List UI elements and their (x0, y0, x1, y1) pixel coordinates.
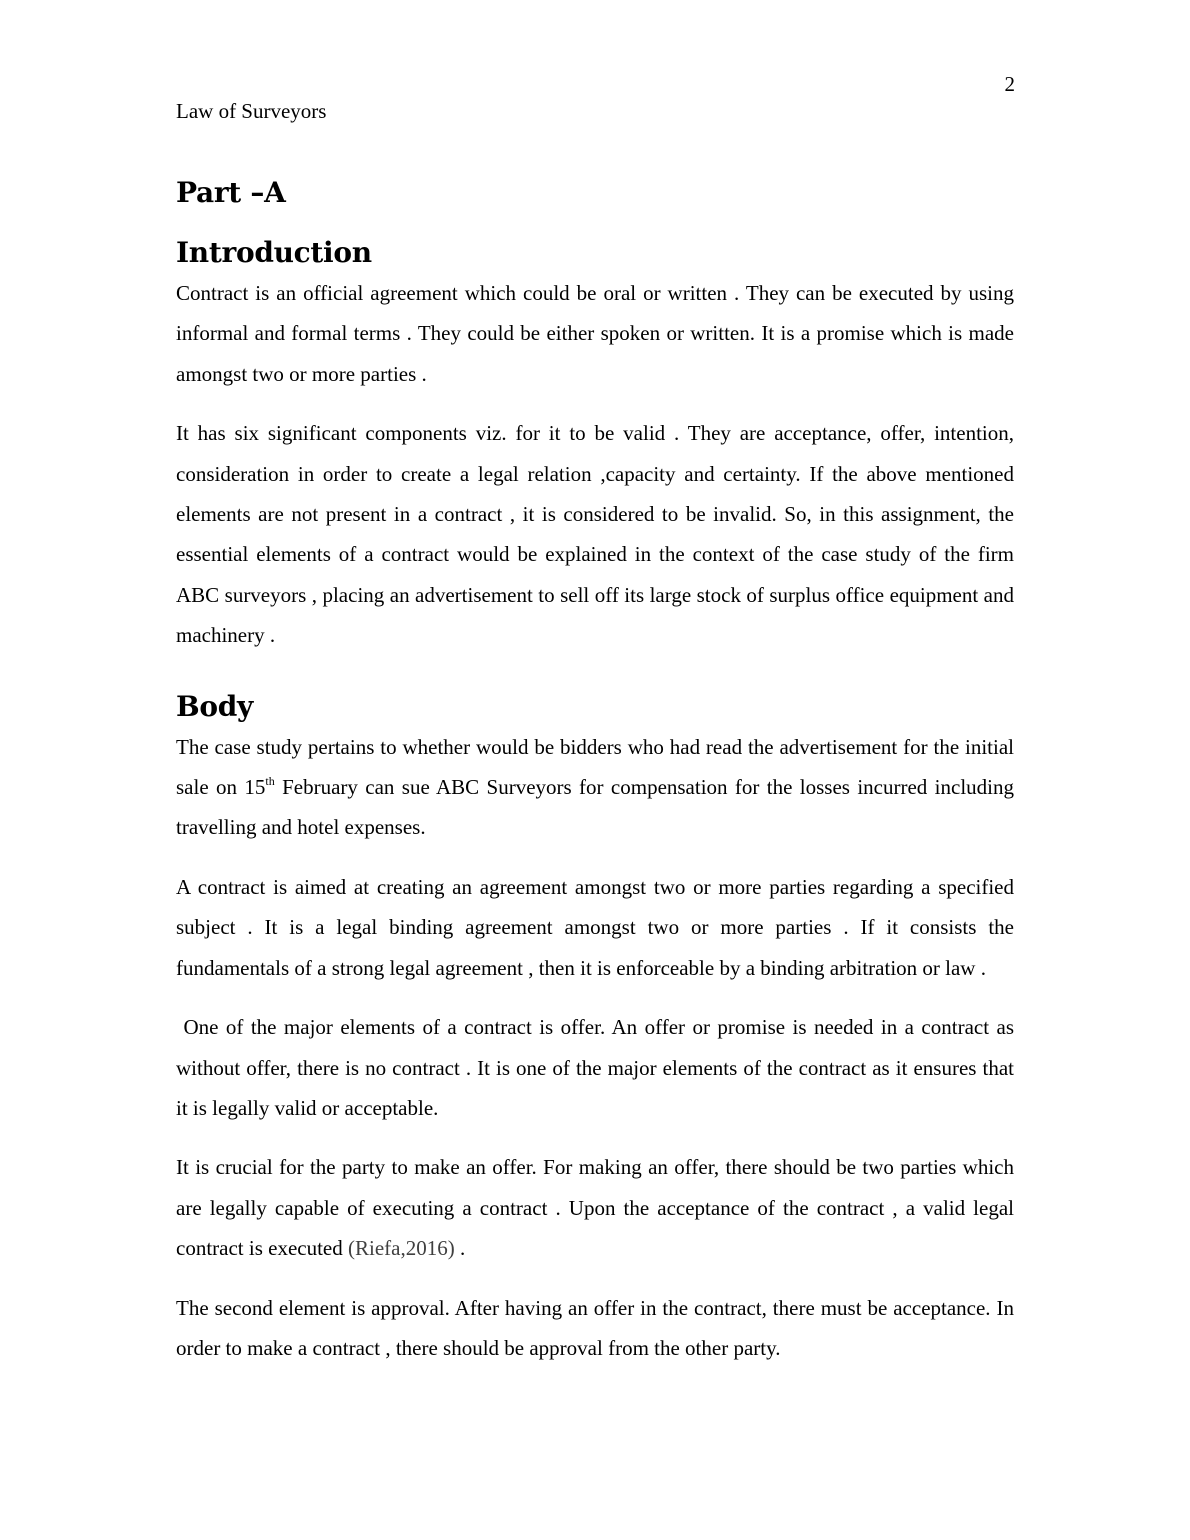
citation: (Riefa,2016) (348, 1236, 455, 1261)
page-number: 2 (1004, 72, 1015, 96)
running-head: Law of Surveyors (176, 99, 327, 123)
body-paragraph-5: The second element is approval. After having an offer in the contract, there must be acceptance. In order to make a contract , there should be approval from the other party. (176, 1295, 1014, 1360)
body-paragraph-1 (176, 727, 1014, 848)
body-paragraph-3: One of the major elements of a contract is offer. An offer or promise is needed in a contract as without offer, there is no contract . It is one of the major elements of the contract as it ensures that it is legally valid or acceptable. (176, 1015, 1014, 1120)
body-paragraph-4 (176, 1147, 1014, 1268)
body-paragraph-2: A contract is aimed at creating an agreement amongst two or more parties regarding a specified subject . It is a legal binding agreement amongst two or more parties . If it consists the fundamentals of a strong legal agreement , then it is enforceable by a binding arbitration or law . (176, 874, 1014, 980)
introduction-paragraph-2: It has six significant components viz. for it to be valid . They are acceptance, offer, intention, consideration in order to create a legal relation ,capacity and certainty. If the above mentioned elements are not present in a contract , it is considered to be invalid. So, in this assignment, the essential elements of a contract would be explained in the context of the case study of the firm ABC surveyors , placing an advertisement to sell off its large stock of surplus office equipment and machinery . (176, 421, 1014, 648)
document-body (176, 173, 1014, 1368)
introduction-paragraph-1: Contract is an official agreement which could be oral or written . They can be executed by using informal and formal terms . They could be either spoken or written. It is a promise which is made amongst two or more parties . (176, 281, 1014, 386)
body-heading: Body (176, 689, 253, 723)
part-title: Part –A (176, 176, 286, 209)
body-p1-text-start: The case study pertains to whether would be bidders who had read the advertisement for the initial sale on 15 (176, 734, 1014, 800)
body-p4-text-end: . (454, 1236, 466, 1261)
body-p1-text-end: February can sue ABC Surveyors for compensation for the losses incurred including travelling and hotel expenses. (176, 775, 1014, 840)
introduction-heading: Introduction (176, 236, 372, 269)
body-p4-text-start: It is crucial for the party to make an offer. For making an offer, there should be two parties which are legally capable of executing a contract . Upon the acceptance of the contract , a valid legal contract is executed (176, 1155, 1014, 1261)
ordinal-suffix: th (265, 774, 275, 789)
